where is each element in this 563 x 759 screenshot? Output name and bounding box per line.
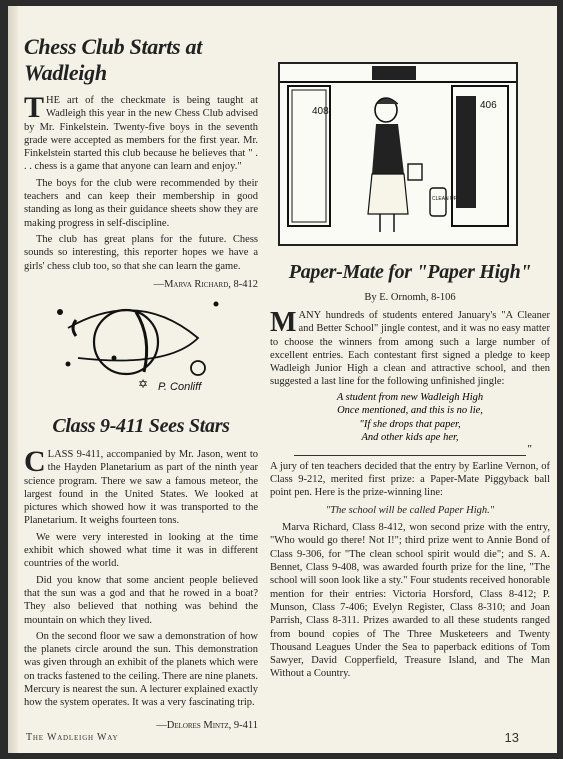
planet-circle (94, 310, 158, 374)
planets-signature: —Delores Mintz, 9-411 (156, 719, 258, 731)
jingle-poem (270, 391, 550, 445)
woman-hair (376, 98, 398, 104)
papermate-paragraph-2: A jury of ten teachers decided that the entry by Earline Vernon, of Class 9-212, merited first prize: a Paper-Mate Piggyback ball point pen. Here is the prize-winning line: (270, 460, 550, 499)
chess-dropcap: T (24, 91, 45, 124)
page-number: 13 (504, 730, 519, 745)
papermate-p1-text: ANY hundreds of students entered January's "A Cleaner and Better School" jingle contest, and it was no easy matter to choose the winners from among such a large number of excellent entries. Each contestant first signed a pledge to keep Wadleigh Junior High a clean and attractive school, and then suggested a last line for the following unfinished jingle: (270, 310, 550, 388)
star-dot (214, 302, 219, 307)
winning-line: "The school will be called Paper High." (325, 504, 495, 516)
papermate-byline: By E. Ornomh, 8-106 (364, 292, 456, 303)
right-door-number: 406 (480, 100, 497, 111)
planets-paragraph-4: On the second floor we saw a demonstration of how the planets circle around the sun. This demonstration was given through an exhibit of the planets which were on tracks fastened to the ceiling. There are nine planets. Mercury is nearest the sun. A lecturer explained exactly how the system operates. It was a very fascinating trip. (24, 630, 258, 709)
left-door-number: 408 (312, 106, 329, 117)
planet-sketch-illustration (48, 298, 228, 400)
chess-p1-text: HE art of the checkmate is being taught at Wadleigh this year in the new Chess Club advised by Mr. Finkelstein. Twenty-five boys in the seventh grade were accepted as members for the first year. Mr. Finkelstein started this club because he believes that " . . . chess is a game that anyone can learn and enjoy." (24, 95, 258, 173)
poem-line: "If she drops that paper, (359, 418, 461, 430)
planets-article-title: Class 9-411 Sees Stars (52, 415, 230, 437)
star-dot (112, 356, 117, 361)
planets-p1-text: LASS 9-411, accompanied by Mr. Jason, went to the Hayden Planetarium as part of the ninth year science program. There we saw a famous meteor, the largest found in the United States. We looked at pictures which showed how it was transported to the Planetarium. It weighs fourteen tons. (24, 449, 258, 527)
clean-up-can (430, 188, 446, 216)
papermate-article (270, 260, 550, 681)
poem-end-quote: " (527, 442, 532, 455)
hallway-drawing (280, 64, 516, 244)
planets-dropcap: C (24, 445, 46, 478)
poem-blank-line (294, 442, 532, 456)
publication-footer: The Wadleigh Way (26, 732, 119, 743)
star-glyph: ✡ (138, 377, 149, 391)
chess-paragraph-2: The boys for the club were recommended by their teachers and can keep their membership in good standing as long as their guidance sheets show they are making progress in self-discipline. (24, 177, 258, 229)
can-label: CLEAN UP (432, 196, 458, 202)
planets-paragraph-2: We were very interested in looking at the time exhibit which showed what time it was in different countries of the world. (24, 531, 258, 570)
chess-paragraph-3: The club has great plans for the future. Chess sounds so interesting, this reporter hopes we have a girls' chess club too, so that she can learn the game. (24, 233, 258, 272)
woman-sweater (372, 124, 404, 174)
star-dot (66, 362, 71, 367)
chess-signature: —Marva Richard, 8-412 (153, 278, 258, 290)
poem-line: And other kids ape her, (361, 432, 459, 444)
planet-shadow (136, 312, 147, 372)
hallway-illustration (278, 62, 518, 246)
planets-paragraph-3: Did you know that some ancient people believed that the sun was a god and that he rowed in a boat? They also believed that nothing was behind the mountain on which they lived. (24, 574, 258, 626)
right-door-opening (456, 96, 476, 208)
chess-paragraph-1 (24, 91, 258, 174)
wall-sign (372, 66, 416, 80)
left-column (24, 34, 258, 290)
papermate-paragraph-1 (270, 309, 550, 389)
orbit-ring (68, 310, 198, 360)
star-dot (57, 309, 63, 315)
chess-article-title: Chess Club Starts at Wadleigh (24, 34, 203, 85)
page-binding-edge (8, 6, 18, 753)
woman-skirt (368, 174, 408, 214)
poem-line: A student from new Wadleigh High (336, 391, 484, 403)
magazine-page (8, 6, 557, 753)
poem-line: Once mentioned, and this is no lie, (337, 405, 483, 417)
papermate-paragraph-3: Marva Richard, Class 8-412, won second prize with the entry, "Who would go there! Not I!"; third prize went to Annie Bond of Class 9-306, for "The clean school spirit would die"; and S. A. Bennet, Class 9-408, was awarded fourth prize for the line, "The school will soon look like a sty." Four students received honorable mention for their entries: Victoria Horsford, Class 8-412; P. Munson, Class 7-406; Evelyn Register, Class 8-310; and Joan Parrish, Class 8-311. Prizes awarded to all these students ranged from bound copies of The Three Musketeers and Twenty Thousand Leagues Under the Sea to paperback editions of Tom Sawyer, David Copperfield, Treasure Island, and The Man Without a Country. (270, 522, 550, 680)
crescent-moon (73, 320, 76, 336)
planets-paragraph-1 (24, 445, 258, 528)
artist-signature: P. Conliff (158, 381, 202, 393)
papermate-dropcap: M (270, 307, 297, 338)
planets-article (24, 414, 258, 731)
papermate-article-title: Paper-Mate for "Paper High" (288, 261, 532, 283)
small-planet (191, 361, 205, 375)
paper-bin (408, 164, 422, 180)
